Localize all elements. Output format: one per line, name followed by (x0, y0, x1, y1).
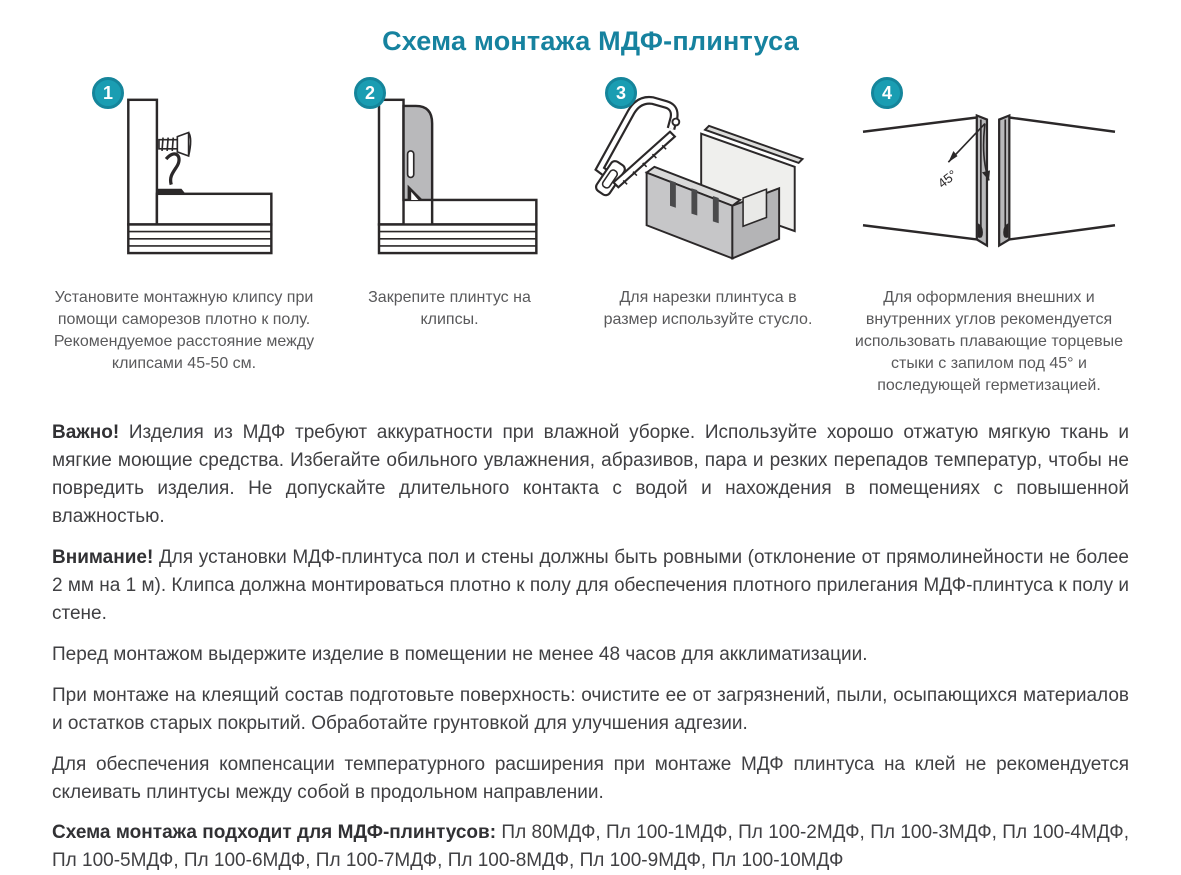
miter-box-icon (647, 126, 803, 259)
clip-screw-wall-floor-illustration (67, 82, 302, 273)
left-plinth-end (863, 115, 987, 245)
step-3 (583, 77, 833, 397)
paragraph-compatible-models-lead: Схема монтажа подходит для МДФ-плинтусов: (52, 822, 497, 844)
paragraph-important-lead: Важно! (52, 422, 120, 444)
step-2 (332, 77, 567, 397)
step-2-number: 2 (364, 82, 375, 103)
step-3-badge (605, 77, 637, 109)
mounting-clip-icon (156, 154, 185, 194)
installation-steps-row (52, 77, 1129, 397)
step-3-caption: Для нарезки плинтуса в размер используйте стусло. (603, 289, 813, 329)
step-2-badge (354, 77, 386, 109)
paragraph-attention: Внимание! Для установки МДФ-плинтуса пол и стены должны быть ровными (отклонение от прямолинейности не более 2 мм на 1 м). Клипса должна монтироваться плотно к полу для обеспечения плотного прилегания МДФ-плинтуса к полу и стене. (52, 547, 1129, 624)
paragraph-important: Важно! Изделия из МДФ требуют аккуратности при влажной уборке. Используйте хорошо отжатую мягкую ткань и мягкие моющие средства. Избегайте обильного увлажнения, абразивов, пара и резких перепадов температур, чтобы не повредить изделия. Не допускайте длительного контакта с водой и нахождения в помещениях с повышенной влажностью. (52, 422, 1129, 528)
clip-slot (408, 151, 414, 178)
step-1-caption: Установите монтажную клипсу при помощи саморезов плотно к полу. Рекомендуемое расстояние между клипсами 45-50 см. (53, 289, 315, 373)
step-4 (849, 77, 1129, 397)
step-1-number: 1 (102, 82, 113, 103)
instructions-text (52, 419, 1129, 875)
step-1-badge (92, 77, 124, 109)
right-plinth-end (999, 115, 1115, 245)
paragraph-attention-lead: Внимание! (52, 547, 154, 569)
plinth-on-clip-illustration (332, 82, 567, 273)
corner-joint-45deg-illustration (849, 82, 1129, 273)
hacksaw-miter-box-illustration (583, 83, 833, 273)
step-1 (52, 77, 316, 397)
step-4-number: 4 (881, 82, 892, 103)
page-title: Схема монтажа МДФ-плинтуса (382, 26, 799, 56)
paragraph-compatible-models: Схема монтажа подходит для МДФ-плинтусов: Пл 80МДФ, Пл 100-1МДФ, Пл 100-2МДФ, Пл 100-3МДФ, Пл 100-4МДФ, Пл 100-5МДФ, Пл 100-6МДФ, Пл 100-7МДФ, Пл 100-8МДФ, Пл 100-9МДФ, Пл 100-10МДФ (52, 822, 1129, 872)
paragraph-glue-surface: При монтаже на клеящий состав подготовьте поверхность: очистите ее от загрязнений, пыли, осыпающихся материалов и остатков старых покрытий. Обработайте грунтовкой для улучшения адгезии. (52, 684, 1129, 734)
wall-section (128, 100, 157, 225)
wall-section (379, 100, 404, 225)
step-2-caption: Закрепите плинтус на клипсы. (368, 289, 531, 329)
step-4-badge (871, 77, 903, 109)
step-4-caption: Для оформления внешних и внутренних углов рекомендуется использовать плавающие торцевые стыки с запилом под 45° и последующей герметизацией. (854, 289, 1124, 395)
floor-slab (156, 194, 270, 225)
floor-slab (432, 200, 536, 225)
angle-45-label: 45° (934, 166, 960, 192)
paragraph-acclimatization: Перед монтажом выдержите изделие в помещении не менее 48 часов для акклиматизации. (52, 643, 868, 665)
paragraph-expansion: Для обеспечения компенсации температурного расширения при монтаже МДФ плинтуса на клей не рекомендуется склеивать плинтусы между собой в продольном направлении. (52, 753, 1129, 803)
step-3-number: 3 (615, 82, 626, 103)
step-1-figure (52, 77, 316, 273)
